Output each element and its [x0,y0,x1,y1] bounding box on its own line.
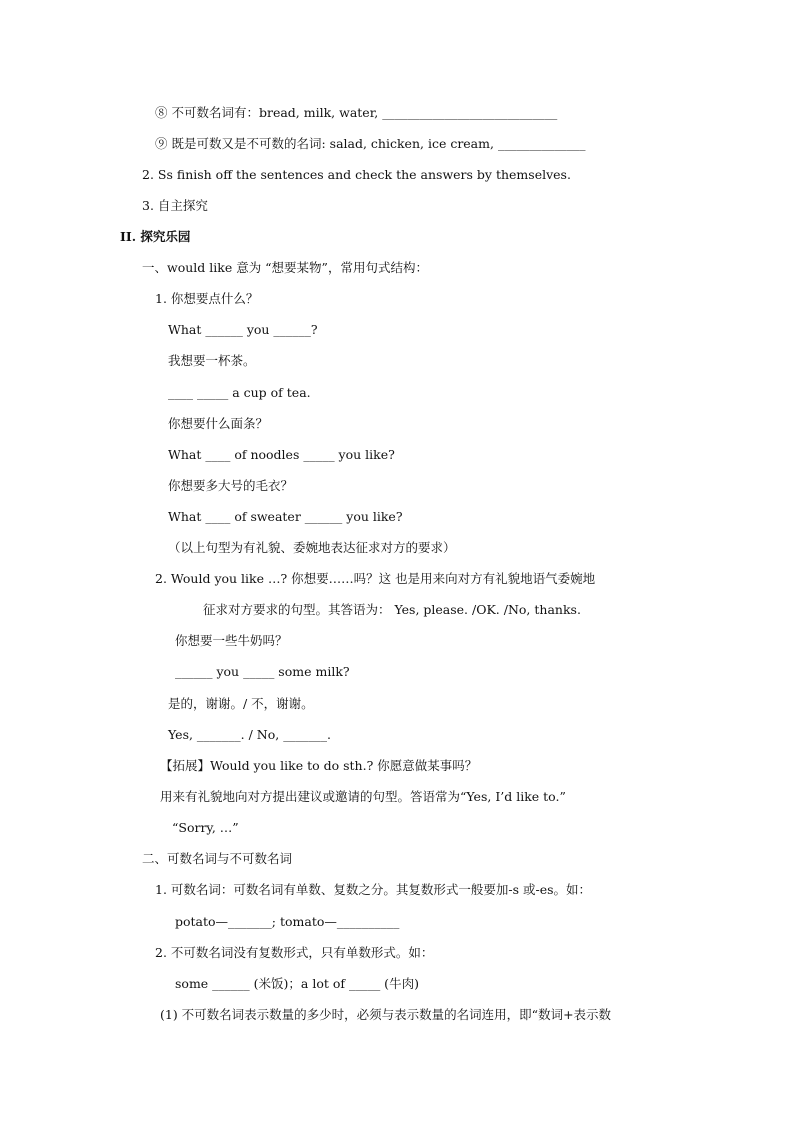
text-line: “Sorry, …” [172,820,239,835]
text-line: 我想要一杯茶。 [168,353,256,368]
text-line: What ______ you ______? [168,322,318,337]
text-line: 1. 你想要点什么？ [155,291,259,306]
text-line: 2. 不可数名词没有复数形式，只有单数形式。如： [155,945,434,960]
text-line: 1. 可数名词：可数名词有单数、复数之分。其复数形式一般要加-s 或-es。如： [155,882,592,897]
text-line: 2. Would you like …? 你想要……吗？这 也是用来向对方有礼貌地语气委婉地 [155,571,596,586]
text-line: 你想要什么面条？ [168,416,269,431]
text-line: 一、would like 意为 “想要某物”，常用句式结构： [142,260,428,275]
text-line: 是的，谢谢。/ 不，谢谢。 [168,696,314,711]
text-line: 2. Ss finish off the sentences and check the answers by themselves. [142,167,571,182]
text-line: ⑧ 不可数名词有：bread, milk, water, ____________________________ [155,105,558,120]
text-line: ______ you _____ some milk? [175,664,350,679]
text-line: 你想要多大号的毛衣？ [168,478,294,493]
text-line: （以上句型为有礼貌、委婉地表达征求对方的要求） [168,540,456,555]
text-line: 你想要一些牛奶吗？ [175,633,288,648]
section-heading: II. 探究乐园 [120,229,191,244]
text-line: What ____ of sweater ______ you like? [168,509,403,524]
text-line: 【拓展】Would you like to do sth.? 你愿意做某事吗？ [160,758,478,773]
text-line: (1) 不可数名词表示数量的多少时，必须与表示数量的名词连用，即“数词+表示数 [160,1007,612,1022]
text-line: potato—_______; tomato—__________ [175,914,400,929]
text-line: What ____ of noodles _____ you like? [168,447,395,462]
text-line: ⑨ 既是可数又是不可数的名词: salad, chicken, ice cream, ______________ [155,136,586,151]
text-line: 二、可数名词与不可数名词 [142,851,293,866]
text-line: 用来有礼貌地向对方提出建议或邀请的句型。答语常为“Yes, I’d like to.” [160,789,566,804]
text-line: some ______ (米饭)；a lot of _____ (牛肉) [175,976,419,991]
text-line: Yes, _______. / No, _______. [168,727,331,742]
text-line: ____ _____ a cup of tea. [168,385,311,400]
text-line: 征求对方要求的句型。其答语为： Yes, please. /OK. /No, thanks. [203,602,581,617]
text-line: 3. 自主探究 [142,198,208,213]
